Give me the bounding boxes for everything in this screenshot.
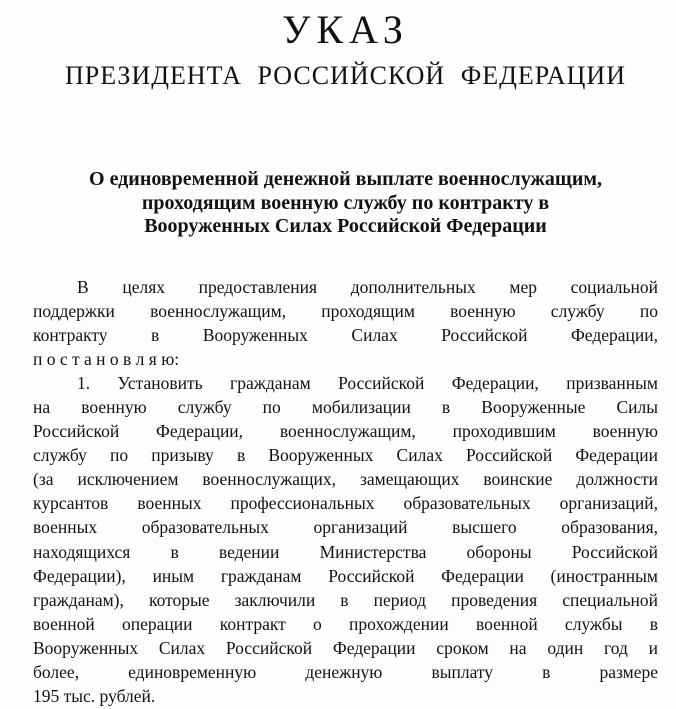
text-line: О единовременной денежной выплате военнослужащим, xyxy=(89,168,602,190)
text-line: Российской Федерации, военнослужащим, проходившим военную xyxy=(33,421,658,442)
text-line: Вооруженных Силах Российской Федерации сроком на один год и xyxy=(33,637,658,658)
text-line: п о с т а н о в л я ю: xyxy=(33,348,180,369)
text-line: контракту в Вооруженных Силах Российской Федерации, xyxy=(33,324,658,345)
text-line: находящихся в ведении Министерства обороны Российской xyxy=(33,541,658,562)
document-header xyxy=(33,8,658,90)
decree-subject-heading xyxy=(33,168,658,239)
text-line: на военную службу по мобилизации в Вооруженные Силы xyxy=(33,396,658,417)
text-line: курсантов военных профессиональных образовательных организаций, xyxy=(33,493,658,514)
text-line: военной операции контракт о прохождении военной службы в xyxy=(33,613,658,634)
paragraph-preamble xyxy=(33,275,658,371)
text-line: гражданам), которые заключили в период проведения специальной xyxy=(33,589,658,610)
decree-body xyxy=(33,275,658,709)
text-line: поддержки военнослужащим, проходящим военную службу по xyxy=(33,300,658,321)
text-line: военных образовательных организаций высшего образования, xyxy=(33,517,658,538)
text-line: В целях предоставления дополнительных мер социальной xyxy=(77,276,658,297)
text-line: Вооруженных Силах Российской Федерации xyxy=(144,215,547,237)
text-line: более, единовременную денежную выплату в размере xyxy=(33,662,658,682)
paragraph-item-1 xyxy=(33,371,658,708)
text-line: Федерации), иным гражданам Российской Федерации (иностранным xyxy=(33,565,658,586)
text-line: службу по призыву в Вооруженных Силах Российской Федерации xyxy=(33,445,658,466)
text-line: (за исключением военнослужащих, замещающих воинские должности xyxy=(33,469,658,490)
text-line: проходящим военную службу по контракту в xyxy=(141,191,550,214)
document-issuer-subtitle: ПРЕЗИДЕНТА РОССИЙСКОЙ ФЕДЕРАЦИИ xyxy=(65,61,626,90)
text-line: 1. Установить гражданам Российской Федерации, призванным xyxy=(77,372,658,393)
document-type-title: УКАЗ xyxy=(282,7,409,52)
text-line: 195 тыс. рублей. xyxy=(33,686,156,707)
